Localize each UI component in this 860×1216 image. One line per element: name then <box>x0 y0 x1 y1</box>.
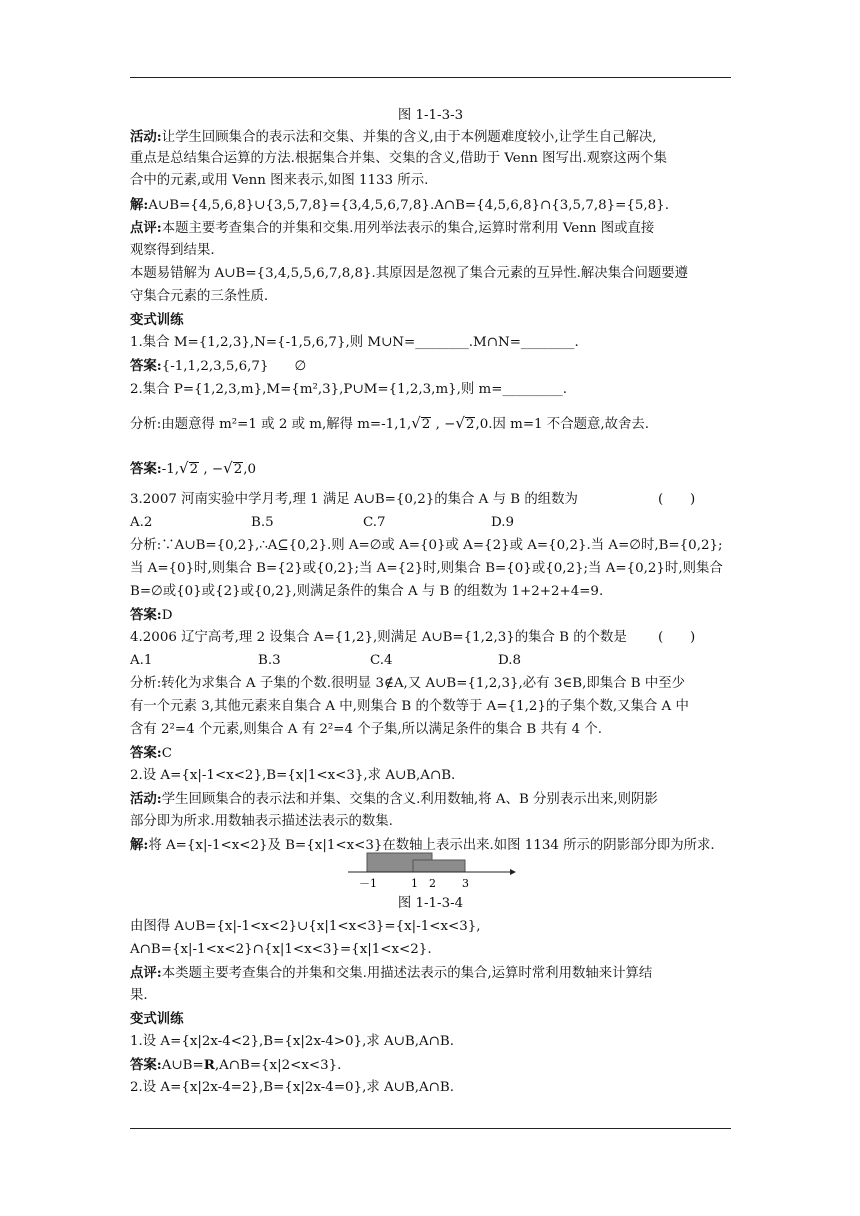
axis-label: 1 <box>411 877 418 890</box>
number-line-figure <box>330 847 520 893</box>
result-line: 由图得 A∪B={x|-1<x<2}∪{x|1<x<3}={x|-1<x<3}, <box>130 919 481 934</box>
answer-3: 答案:D <box>130 607 173 623</box>
option-a: A.1 <box>130 653 153 668</box>
axis-label: －1 <box>359 877 377 890</box>
axis-label: 3 <box>462 877 469 890</box>
axis-label: 2 <box>429 877 436 890</box>
solution-line: 解:A∪B={4,5,6,8}∪{3,5,7,8}={3,4,5,6,7,8}.A∩B={4,5,6,8}∩{3,5,7,8}={5,8}. <box>130 197 669 213</box>
answer-4: 答案:C <box>130 745 172 761</box>
activity-line: 重点是总结集合运算的方法.根据集合并集、交集的含义,借助于 Venn 图写出.观察这两个集 <box>130 151 667 166</box>
question-1: 1.集合 M={1,2,3},N={-1,5,6,7},则 M∪N=________.M∩N=________. <box>130 335 579 350</box>
comment-line: 观察得到结果. <box>130 243 215 258</box>
option-b: B.3 <box>258 653 281 668</box>
option-c: C.7 <box>363 515 386 530</box>
analysis-3: 分析:∵A∪B={0,2},∴A⊆{0,2}.则 A=∅或 A={0}或 A={2}或 A={0,2}.当 A=∅时,B={0,2}; <box>130 538 723 553</box>
figure-caption: 图 1-1-3-4 <box>397 896 464 911</box>
activity-line: 活动:让学生回顾集合的表示法和交集、并集的含义,由于本例题难度较小,让学生自己解决, <box>130 129 657 145</box>
practice-2: 2.设 A={x|2x-4=2},B={x|2x-4=0},求 A∪B,A∩B. <box>130 1080 454 1095</box>
footer-rule <box>130 1128 731 1129</box>
question-3: 3.2007 河南实验中学月考,理 1 满足 A∪B={0,2}的集合 A 与 B 的组数为 ( ) <box>130 492 696 507</box>
comment-line: 点评:本题主要考查集合的并集和交集.用列举法表示的集合,运算时常利用 Venn 图或直接 <box>130 220 655 236</box>
example-2: 2.设 A={x|-1<x<2},B={x|1<x<3},求 A∪B,A∩B. <box>130 768 456 783</box>
practice-title: 变式训练 <box>130 1011 184 1027</box>
option-d: D.8 <box>498 653 522 668</box>
set-b-shade <box>413 860 465 872</box>
activity-line: 部分即为所求.用数轴表示描述法表示的数集. <box>130 814 393 829</box>
result-line: A∩B={x|-1<x<2}∩{x|1<x<3}={x|1<x<2}. <box>130 942 432 957</box>
note-line: 本题易错解为 A∪B={3,4,5,5,6,7,8,8}.其原因是忽视了集合元素的互异性.解决集合问题要遵 <box>130 266 689 281</box>
comment-line: 点评:本类题主要考查集合的并集和交集.用描述法表示的集合,运算时常利用数轴来计算结 <box>130 965 653 981</box>
activity-line: 活动:学生回顾集合的表示法和并集、交集的含义.利用数轴,将 A、B 分别表示出来,则阴影 <box>130 791 658 807</box>
analysis-4: 分析:转化为求集合 A 子集的个数.很明显 3∉A,又 A∪B={1,2,3},必有 3∈B,即集合 B 中至少 <box>130 676 686 691</box>
analysis-2: 分析:由题意得 m²=1 或 2 或 m,解得 m=-1,1,√2 , −√2,0.因 m=1 不合题意,故舍去. <box>130 414 650 432</box>
question-2: 2.集合 P={1,2,3,m},M={m²,3},P∪M={1,2,3,m},则 m=_________. <box>130 382 567 397</box>
option-c: C.4 <box>370 653 393 668</box>
analysis-4: 含有 2²=4 个元素,则集合 A 有 2²=4 个子集,所以满足条件的集合 B 共有 4 个. <box>130 722 602 737</box>
question-4: 4.2006 辽宁高考,理 2 设集合 A={1,2},则满足 A∪B={1,2,3}的集合 B 的个数是 ( ) <box>130 630 696 645</box>
figure-caption: 图 1-1-3-3 <box>397 108 464 123</box>
option-b: B.5 <box>251 515 274 530</box>
analysis-4: 有一个元素 3,其他元素来自集合 A 中,则集合 B 的个数等于 A={1,2}的子集个数,又集合 A 中 <box>130 699 689 714</box>
header-rule <box>130 77 731 78</box>
option-d: D.9 <box>491 515 515 530</box>
comment-line: 果. <box>130 988 148 1003</box>
answer-2: 答案:-1,√2 , −√2,0 <box>130 459 257 477</box>
solution-line: 解:将 A={x|-1<x<2}及 B={x|1<x<3}在数轴上表示出来.如图 1134 所示的阴影部分即为所求. <box>130 837 715 853</box>
practice-1-answer: 答案:A∪B=R,A∩B={x|2<x<3}. <box>130 1057 342 1073</box>
answer-1: 答案:{-1,1,2,3,5,6,7} ∅ <box>130 358 307 374</box>
activity-line: 合中的元素,或用 Venn 图来表示,如图 1133 所示. <box>130 173 429 188</box>
practice-1: 1.设 A={x|2x-4<2},B={x|2x-4>0},求 A∪B,A∩B. <box>130 1034 454 1049</box>
axis-arrow-icon <box>510 869 516 875</box>
note-line: 守集合元素的三条性质. <box>130 289 269 304</box>
option-a: A.2 <box>130 515 153 530</box>
analysis-3: 当 A={0}时,则集合 B={2}或{0,2};当 A={2}时,则集合 B={0}或{0,2};当 A={0,2}时,则集合 <box>130 561 723 576</box>
practice-title: 变式训练 <box>130 312 184 328</box>
analysis-3: B=∅或{0}或{2}或{0,2},则满足条件的集合 A 与 B 的组数为 1+2+2+4=9. <box>130 584 604 599</box>
